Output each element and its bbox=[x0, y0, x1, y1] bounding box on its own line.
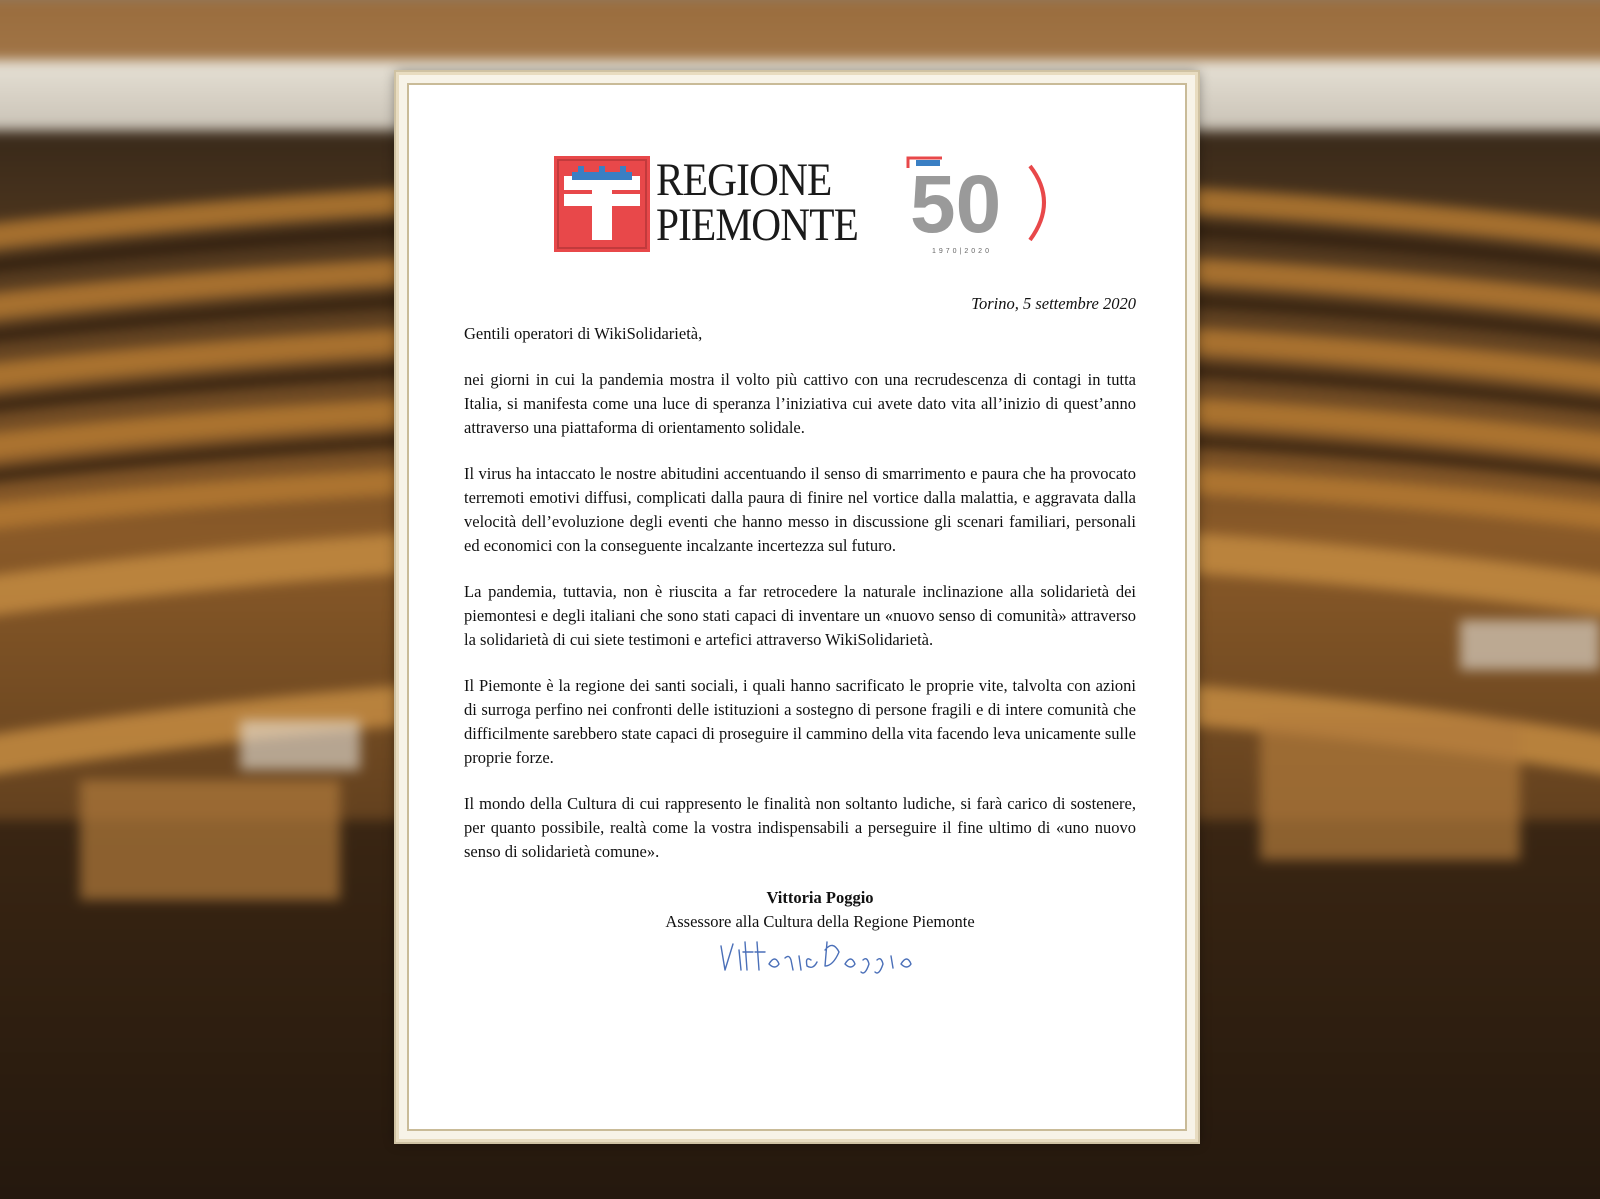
handwritten-signature bbox=[715, 936, 925, 976]
logo-line-2: PIEMONTE bbox=[656, 199, 859, 251]
signer-name: Vittoria Poggio bbox=[766, 888, 874, 907]
letter-paragraph-5: Il mondo della Cultura di cui rappresento le finalità non soltanto ludiche, si farà carico di sostenere, per quanto possibile, realtà come la vostra indispensabili a perseguire il fine ultimo di «uno nuovo senso di solidarietà comune». bbox=[464, 794, 1136, 861]
letter-paragraph-1: nei giorni in cui la pandemia mostra il volto più cattivo con una recrudescenza di contagi in tutta Italia, si manifesta come una luce di speranza l’iniziativa cui avete dato vita all’inizio di quest’anno attraverso una piattaforma di orientamento solidale. bbox=[464, 370, 1136, 437]
anniversary-number: 50 bbox=[910, 159, 1002, 250]
regione-piemonte-wordmark bbox=[656, 154, 859, 251]
anniversary-years: 1970|2020 bbox=[932, 248, 992, 255]
logo-line-1: REGIONE bbox=[656, 154, 832, 206]
letter-paragraph-4: Il Piemonte è la regione dei santi sociali, i quali hanno sacrificato le proprie vite, talvolta con azioni di surroga perfino nei confronti delle istituzioni a sostegno di persone fragili e di intere comunità che difficilmente sarebbero state capaci di proseguire il cammino della vita facendo leva unicamente sulle proprie forze. bbox=[464, 676, 1136, 767]
signer-title: Assessore alla Cultura della Regione Piemonte bbox=[665, 912, 975, 931]
letter-body bbox=[464, 322, 1136, 976]
letter-date: Torino, 5 settembre 2020 bbox=[971, 294, 1136, 313]
letter-paragraph-3: La pandemia, tuttavia, non è riuscita a far retrocedere la naturale inclinazione alla solidarietà dei piemontesi e degli italiani che sono stati capaci di inventare un «nuovo senso di comunità» attraverso la solidarietà di cui siete testimoni e artefici attraverso WikiSolidarietà. bbox=[464, 582, 1136, 649]
regione-piemonte-cross-logo bbox=[554, 156, 650, 252]
letter-greeting: Gentili operatori di WikiSolidarietà, bbox=[464, 324, 703, 343]
letter bbox=[464, 140, 1136, 931]
signature-block bbox=[464, 886, 1136, 976]
letter-paragraph-2: Il virus ha intaccato le nostre abitudini accentuando il senso di smarrimento e paura che ha provocato terremoti emotivi diffusi, complicati dalla paura di finire nel vortice dalla malattia, e aggravata dalla velocità dell’evoluzione degli eventi che hanno messo in discussione gli scenari familiari, personali ed economici con la conseguente incalzante incertezza sul futuro. bbox=[464, 464, 1136, 555]
